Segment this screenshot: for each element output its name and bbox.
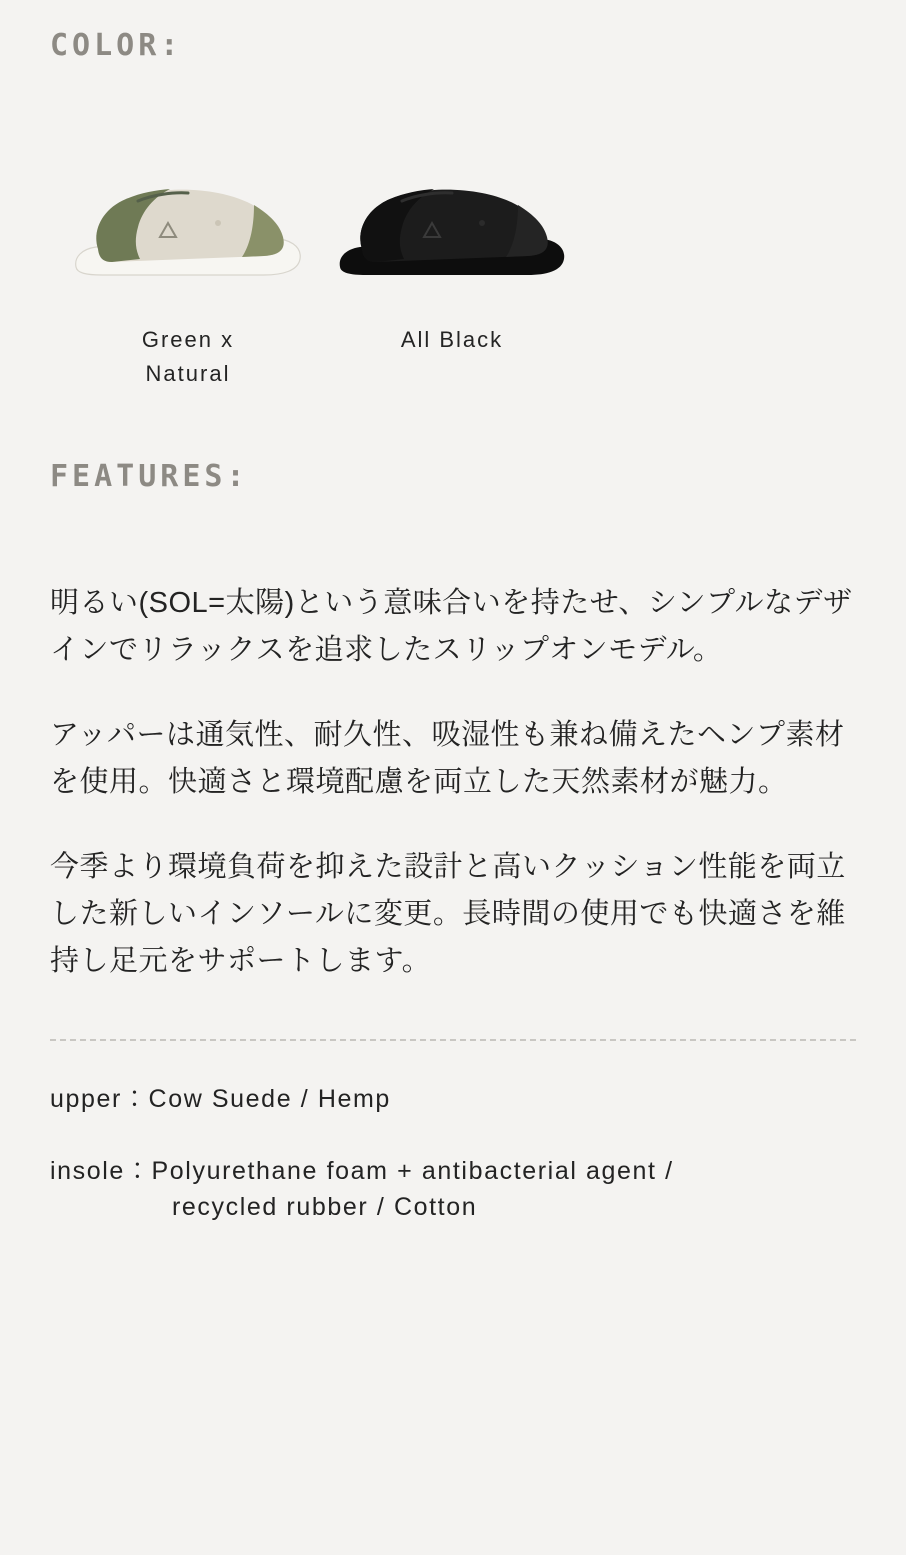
section-divider — [50, 1039, 856, 1041]
spec-row-insole — [50, 1153, 856, 1226]
color-option-green-x-natural[interactable] — [58, 159, 318, 391]
color-option-label-line1: All Black — [400, 327, 504, 352]
color-option-label — [322, 323, 582, 357]
features-paragraph: アッパーは通気性、耐久性、吸湿性も兼ね備えたヘンプ素材を使用。快適さと環境配慮を両立した天然素材が魅力。 — [50, 718, 845, 798]
color-option-all-black[interactable] — [322, 159, 582, 357]
spec-value-continuation: recycled rubber / Cotton — [172, 1193, 478, 1222]
spec-row-upper — [50, 1081, 856, 1117]
features-paragraph: 今季より環境負荷を抑えた設計と高いクッション性能を両立した新しいインソールに変更。長時間の使用でも快適さを維持し足元をサポートします。 — [50, 850, 846, 977]
slip-on-shoe-icon — [332, 179, 572, 289]
features-text-block — [50, 580, 856, 985]
features-section-heading: FEATURES: — [50, 459, 249, 494]
shoe-image-all-black[interactable] — [322, 159, 582, 289]
spec-label: upper： — [50, 1084, 149, 1113]
shoe-image-green-x-natural[interactable] — [58, 159, 318, 289]
spec-value: Polyurethane foam + antibacterial agent / — [151, 1157, 674, 1186]
color-option-label — [58, 323, 318, 391]
color-options-list — [50, 159, 856, 459]
features-paragraph: 明るい(SOL=太陽)という意味合いを持たせ、シンプルなデザインでリラックスを追求したスリップオンモデル。 — [50, 587, 853, 666]
slip-on-shoe-icon — [68, 179, 308, 289]
spec-label: insole： — [50, 1157, 152, 1186]
color-section-heading: COLOR: — [50, 28, 183, 63]
material-spec-list — [50, 1081, 856, 1226]
color-option-label-line2: Natural — [145, 361, 231, 387]
color-option-label-line1: Green x — [141, 327, 235, 352]
spec-value: Cow Suede / Hemp — [148, 1084, 391, 1113]
